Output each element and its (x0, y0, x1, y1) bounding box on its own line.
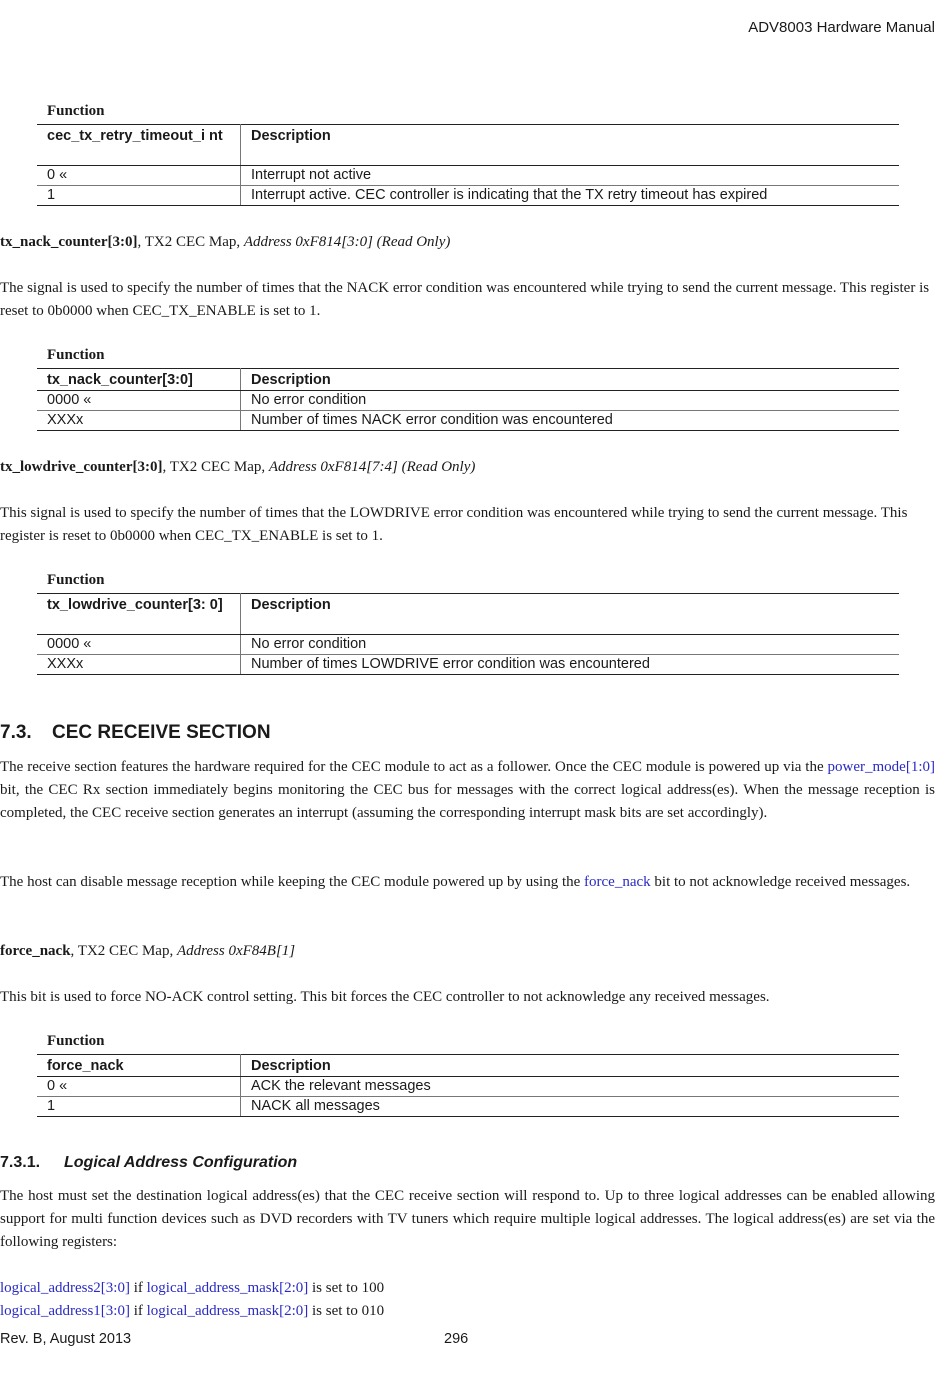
row-description: Number of times NACK error condition was encountered (241, 411, 900, 431)
paragraph-text: bit, the CEC Rx section immediately begins monitoring the CEC bus for messages with the correct logical address(es). When the message reception is completed, the CEC receive section generates an interrupt (assuming the corresponding interrupt mask bits are set accordingly). (0, 782, 935, 821)
subsection-number: 7.3.1. (0, 1154, 41, 1171)
force-nack-table (37, 1054, 899, 1117)
column-header-bitfield: force_nack (37, 1055, 241, 1077)
register-description: This bit is used to force NO-ACK control setting. This bit forces the CEC controller to not acknowledge any received messages. (0, 989, 770, 1005)
function-label: Function (47, 572, 105, 588)
column-header-description: Description (241, 125, 900, 166)
paragraph-text: The receive section features the hardware required for the CEC module to act as a follower. Once the CEC module is powered up via the (0, 759, 828, 775)
logical-address1-link[interactable]: logical_address1[3:0] (0, 1303, 130, 1319)
register-description: This signal is used to specify the number of times that the LOWDRIVE error condition was encountered while trying to send the current message. This register is reset to 0b0000 when CEC_TX_ENABLE is set to 1. (0, 505, 908, 544)
register-heading (0, 940, 935, 963)
register-address: Address 0xF814[3:0] (Read Only) (243, 234, 451, 250)
row-description: NACK all messages (241, 1097, 900, 1117)
register-address: Address 0xF84B[1] (176, 943, 296, 959)
subsection-heading (0, 1154, 297, 1172)
manual-title: ADV8003 Hardware Manual (748, 19, 935, 36)
register-line (0, 1300, 935, 1323)
section-paragraph (0, 756, 935, 825)
table-row (37, 391, 899, 411)
function-label: Function (47, 1033, 105, 1049)
line-text: if (129, 1303, 147, 1319)
row-description: ACK the relevant messages (241, 1077, 900, 1097)
cec-tx-retry-timeout-table (37, 124, 899, 206)
table-row (37, 411, 899, 431)
row-value: 1 (37, 1097, 241, 1117)
column-header-description: Description (241, 594, 900, 635)
table-row (37, 1077, 899, 1097)
section-paragraph: The host must set the destination logical address(es) that the CEC receive section will respond to. Up to three logical addresses can be enabled allowing support for multi function devices such as DVD recorders with TV tuners which require multiple logical addresses. The logical address(es) are set via the following registers: (0, 1188, 935, 1250)
register-map: , TX2 CEC Map, (162, 459, 269, 475)
row-value: 0000 « (37, 391, 241, 411)
table-row (37, 1097, 899, 1117)
logical-address2-link[interactable]: logical_address2[3:0] (0, 1280, 130, 1296)
register-heading (0, 456, 935, 479)
line-text: if (129, 1280, 147, 1296)
register-line (0, 1277, 935, 1300)
row-description: Interrupt not active (241, 166, 900, 186)
paragraph-text: The host can disable message reception while keeping the CEC module powered up by using the (0, 874, 585, 890)
logical-address-mask-link[interactable]: logical_address_mask[2:0] (146, 1280, 309, 1296)
line-text: is set to 010 (308, 1303, 385, 1319)
line-text: is set to 100 (308, 1280, 385, 1296)
paragraph-text: bit to not acknowledge received messages. (650, 874, 911, 890)
row-description: Number of times LOWDRIVE error condition was encountered (241, 655, 900, 675)
footer-revision: Rev. B, August 2013 (0, 1331, 132, 1347)
force-nack-link[interactable]: force_nack (584, 874, 651, 890)
register-address: Address 0xF814[7:4] (Read Only) (268, 459, 476, 475)
column-header-bitfield: tx_nack_counter[3:0] (37, 369, 241, 391)
row-value: XXXx (37, 655, 241, 675)
section-number: 7.3. (0, 722, 32, 743)
row-value: 1 (37, 186, 241, 206)
row-value: 0 « (37, 1077, 241, 1097)
function-label: Function (47, 347, 105, 363)
table-row (37, 635, 899, 655)
column-header-description: Description (241, 369, 900, 391)
row-value: 0 « (37, 166, 241, 186)
register-description: The signal is used to specify the number of times that the NACK error condition was encountered while trying to send the current message. This register is reset to 0b0000 when CEC_TX_ENABLE is set to 1. (0, 280, 930, 319)
row-description: Interrupt active. CEC controller is indicating that the TX retry timeout has expired (241, 186, 900, 206)
section-heading (0, 722, 271, 744)
section-title: CEC RECEIVE SECTION (52, 722, 271, 743)
row-value: 0000 « (37, 635, 241, 655)
row-description: No error condition (241, 635, 900, 655)
table-row (37, 655, 899, 675)
column-header-description: Description (241, 1055, 900, 1077)
column-header-bitfield: cec_tx_retry_timeout_i nt (37, 125, 241, 166)
register-heading (0, 231, 935, 254)
power-mode-link[interactable]: power_mode[1:0] (827, 759, 935, 775)
subsection-title: Logical Address Configuration (64, 1154, 298, 1171)
table-row (37, 166, 899, 186)
register-map: , TX2 CEC Map, (70, 943, 177, 959)
register-name: tx_nack_counter[3:0] (0, 234, 138, 250)
row-value: XXXx (37, 411, 241, 431)
tx-nack-counter-table (37, 368, 899, 431)
tx-lowdrive-counter-table (37, 593, 899, 675)
table-row (37, 186, 899, 206)
row-description: No error condition (241, 391, 900, 411)
function-label: Function (47, 103, 105, 119)
section-paragraph (0, 871, 935, 894)
page-number: 296 (444, 1331, 469, 1347)
logical-address-mask-link[interactable]: logical_address_mask[2:0] (146, 1303, 309, 1319)
register-name: force_nack (0, 943, 71, 959)
column-header-bitfield: tx_lowdrive_counter[3: 0] (37, 594, 241, 635)
register-map: , TX2 CEC Map, (137, 234, 244, 250)
register-name: tx_lowdrive_counter[3:0] (0, 459, 163, 475)
